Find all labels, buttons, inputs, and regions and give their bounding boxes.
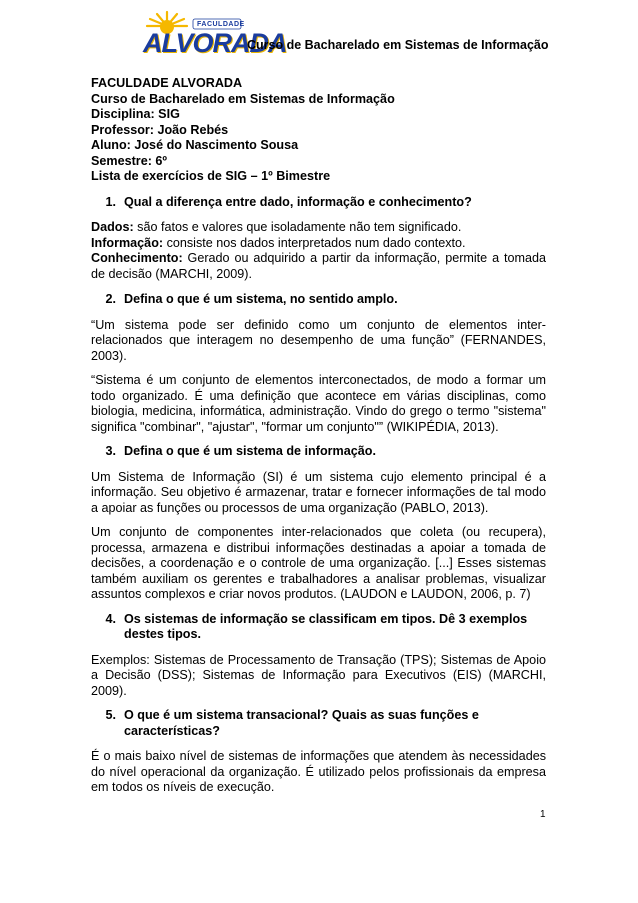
question-text: Os sistemas de informação se classificam em tipos. Dê 3 exemplos destes tipos. <box>124 611 528 641</box>
course-line: Curso de Bacharelado em Sistemas de Informação <box>91 91 395 106</box>
professor-line: Professor: João Rebés <box>91 122 229 137</box>
dados-text: são fatos e valores que isoladamente não tem significado. <box>133 220 462 234</box>
answer-2-paragraph-2: “Sistema é um conjunto de elementos interconectados, de modo a formar um todo organizado. É uma definição que acontece em várias disciplinas, como biologia, medicina, informática, administração. Vindo do grego o termo "sistema" significa "combinar", "ajustar", "formar um conjunto"” (WIKIPÉDIA, 2013). <box>91 373 546 434</box>
logo-faculdade-text: FACULDADE <box>197 21 245 28</box>
document-body <box>91 76 546 805</box>
question-3 <box>91 444 546 460</box>
answer-1-informacao <box>91 236 546 252</box>
question-text: Qual a diferença entre dado, informação e conhecimento? <box>124 194 472 209</box>
answer-2-paragraph-1: “Um sistema pode ser definido como um conjunto de elementos inter-relacionados que interagem no desempenho de uma função” (FERNANDES, 2003). <box>91 317 546 363</box>
question-text: O que é um sistema transacional? Quais as suas funções e características? <box>124 708 479 738</box>
answer-3-paragraph-1: Um Sistema de Informação (SI) é um sistema cujo elemento principal é a informação. Seu objetivo é armazenar, tratar e fornecer informações de tal modo a apoiar as funções ou processos de uma organização (PABLO, 2013). <box>91 469 546 515</box>
page-number: 1 <box>540 809 546 820</box>
question-1 <box>91 195 546 211</box>
logo-alvorada-text: ALVORADA <box>143 28 287 58</box>
document-meta <box>91 76 546 185</box>
answer-4-paragraph-1: Exemplos: Sistemas de Processamento de Transação (TPS); Sistemas de Apoio a Decisão (DSS); Sistemas de Informação para Executivos (EIS) (MARCHI, 2009). <box>91 652 546 698</box>
student-line: Aluno: José do Nascimento Sousa <box>91 138 299 152</box>
question-number: 5. <box>105 708 116 722</box>
question-text: Defina o que é um sistema de informação. <box>124 444 376 458</box>
answer-5-paragraph-1: É o mais baixo nível de sistemas de informações que atendem às necessidades do nível operacional da organização. É utilizado pelos profissionais da empresa em todos os níveis de execução. <box>91 749 546 794</box>
conhecimento-text: Gerado ou adquirido a partir da informação, permite a tomada de decisão (MARCHI, 2009). <box>91 251 546 281</box>
answer-3-paragraph-2: Um conjunto de componentes inter-relacionados que coleta (ou recupera), processa, armazena e distribui informações destinadas a apoiar a tomada de decisões, a coordenação e o controle de uma organização. [...] Esses sistemas também auxiliam os gerentes e trabalhadores a analisar problemas, visualizar assuntos complexos e criar novos produtos. (LAUDON e LAUDON, 2006, p. 7) <box>91 525 546 601</box>
answer-1-conhecimento <box>91 251 546 282</box>
question-5 <box>91 708 546 739</box>
exercise-list-line: Lista de exercícios de SIG – 1º Bimestre <box>91 169 331 183</box>
question-number: 4. <box>105 611 116 626</box>
conhecimento-label: Conhecimento: <box>91 251 183 265</box>
dados-label: Dados: <box>91 220 134 234</box>
question-4 <box>91 612 546 643</box>
question-number: 3. <box>105 444 116 458</box>
header-course-title: Curso de Bacharelado em Sistemas de Informação <box>247 38 549 52</box>
semester-line: Semestre: 6º <box>91 153 168 168</box>
question-number: 1. <box>105 194 116 209</box>
question-2 <box>91 292 546 308</box>
question-text: Defina o que é um sistema, no sentido amplo. <box>124 292 398 306</box>
page-header <box>0 0 638 62</box>
discipline-line: Disciplina: SIG <box>91 107 180 121</box>
answer-1-dados <box>91 220 546 236</box>
faculdade-alvorada-logo <box>137 10 287 58</box>
question-number: 2. <box>105 292 116 306</box>
informacao-label: Informação: <box>91 235 164 250</box>
informacao-text: consiste nos dados interpretados num dado contexto. <box>163 235 466 250</box>
institution-line: FACULDADE ALVORADA <box>91 76 243 90</box>
answer-1 <box>91 220 546 282</box>
